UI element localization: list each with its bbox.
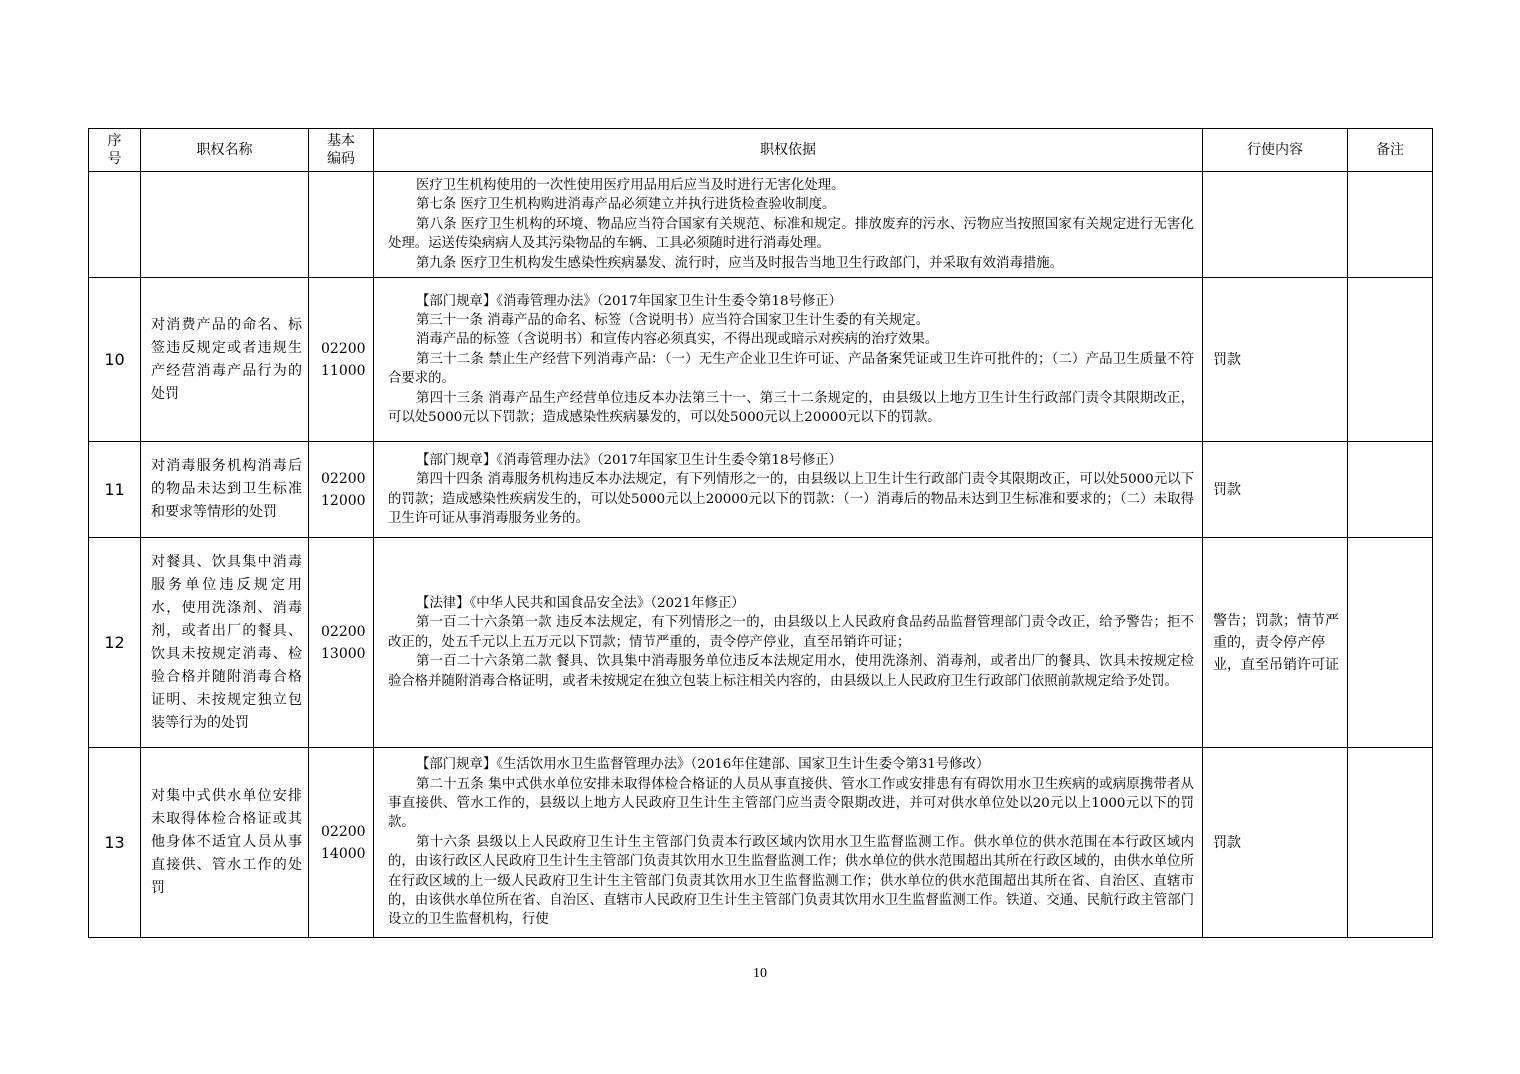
row-remark (1348, 538, 1433, 748)
row-remark (1348, 748, 1433, 938)
basis-paragraph: 【部门规章】《消毒管理办法》（2017年国家卫生计生委令第18号修正） (416, 452, 843, 468)
row-name: 对餐具、饮具集中消毒服务单位违反规定用水，使用洗涤剂、消毒剂，或者出厂的餐具、饮具未按规定消毒、检验合格并随附消毒合格证明、未按规定独立包装等行为的处罚 (141, 538, 309, 748)
header-row (89, 129, 1433, 172)
basis-paragraph: 第八条 医疗卫生机构的环境、物品应当符合国家有关规范、标准和规定。排放废弃的污水、污物应当按照国家有关规定进行无害化处理。运送传染病病人及其污染物品的车辆、工具必须随时进行消毒处理。 (388, 216, 1194, 252)
header-remark: 备注 (1348, 129, 1433, 172)
row-content (1203, 172, 1348, 278)
basis-paragraph: 第四十四条 消毒服务机构违反本办法规定，有下列情形之一的，由县级以上卫生计生行政部门责令其限期改正，可以处5000元以下的罚款；造成感染性疾病发生的，可以处5000元以上20000元以下的罚款：（一）消毒后的物品未达到卫生标准和要求的；（二）未取得卫生许可证从事消毒服务业务的。 (388, 472, 1194, 526)
row-content: 罚款 (1203, 442, 1348, 538)
row-basis (374, 172, 1203, 278)
basis-paragraph: 第一百二十六条第一款 违反本法规定，有下列情形之一的，由县级以上人民政府食品药品监督管理部门责令改正，给予警告；拒不改正的，处五千元以上五万元以下罚款；情节严重的，责令停产停业，直至吊销许可证； (388, 615, 1194, 650)
header-code: 基本编码 (309, 129, 374, 172)
row-seq (89, 172, 141, 278)
row-name: 对集中式供水单位安排未取得体检合格证或其他身体不适宜人员从事直接供、管水工作的处罚 (141, 748, 309, 938)
basis-paragraph: 第三十一条 消毒产品的命名、标签（含说明书）应当符合国家卫生计生委的有关规定。 (416, 312, 930, 328)
row-remark (1348, 278, 1433, 442)
row-seq: 10 (89, 278, 141, 442)
basis-paragraph: 第九条 医疗卫生机构发生感染性疾病暴发、流行时，应当及时报告当地卫生行政部门，并采取有效消毒措施。 (416, 255, 1064, 271)
row-seq: 12 (89, 538, 141, 748)
row-code: 02200 12000 (309, 442, 374, 538)
row-seq: 11 (89, 442, 141, 538)
row-remark (1348, 442, 1433, 538)
row-content: 警告；罚款；情节严重的，责令停产停业，直至吊销许可证 (1203, 538, 1348, 748)
basis-paragraph: 消毒产品的标签（含说明书）和宣传内容必须真实，不得出现或暗示对疾病的治疗效果。 (416, 332, 939, 348)
row-basis (374, 278, 1203, 442)
row-code (309, 172, 374, 278)
row-code: 02200 14000 (309, 748, 374, 938)
authority-table (88, 128, 1433, 938)
basis-paragraph: 【法律】《中华人民共和国食品安全法》（2021年修正） (416, 595, 745, 611)
basis-paragraph: 第一百二十六条第二款 餐具、饮具集中消毒服务单位违反本法规定用水，使用洗涤剂、消毒剂，或者出厂的餐具、饮具未按规定检验合格并随附消毒合格证明，或者未按规定在独立包装上标注相关内容的，由县级以上人民政府卫生行政部门依照前款规定给予处罚。 (388, 654, 1194, 689)
basis-paragraph: 第七条 医疗卫生机构购进消毒产品必须建立并执行进货检查验收制度。 (416, 197, 836, 213)
basis-paragraph: 第十六条 县级以上人民政府卫生计生主管部门负责本行政区域内饮用水卫生监督监测工作。供水单位的供水范围在本行政区域内的，由该行政区人民政府卫生计生主管部门负责其饮用水卫生监督监测工作；供水单位的供水范围超出其所在行政区域的，由供水单位所在行政区域的上一级人民政府卫生计生主管部门负责其饮用水卫生监督监测工作；供水单位的供水范围超出其所在省、自治区、直辖市的，由该供水单位所在省、自治区、直辖市人民政府卫生计生主管部门负责其饮用水卫生监督监测工作。铁道、交通、民航行政主管部门设立的卫生监督机构，行使 (388, 834, 1194, 928)
basis-paragraph: 第二十五条 集中式供水单位安排未取得体检合格证的人员从事直接供、管水工作或安排患有有碍饮用水卫生疾病的或病原携带者从事直接供、管水工作的，县级以上地方人民政府卫生计生主管部门应当责令限期改进，并可对供水单位处以20元以上1000元以下的罚款。 (388, 776, 1194, 831)
row-name: 对消毒服务机构消毒后的物品未达到卫生标准和要求等情形的处罚 (141, 442, 309, 538)
row-basis (374, 442, 1203, 538)
basis-paragraph: 医疗卫生机构使用的一次性使用医疗用品用后应当及时进行无害化处理。 (416, 177, 845, 193)
row-basis (374, 538, 1203, 748)
basis-paragraph: 第四十三条 消毒产品生产经营单位违反本办法第三十一、第三十二条规定的，由县级以上地方卫生计生行政部门责令其限期改正，可以处5000元以下罚款；造成感染性疾病暴发的，可以处5000元以上20000元以下的罚款。 (388, 390, 1194, 426)
row-code: 02200 11000 (309, 278, 374, 442)
row-content: 罚款 (1203, 278, 1348, 442)
header-basis: 职权依据 (374, 129, 1203, 172)
basis-paragraph: 【部门规章】《消毒管理办法》（2017年国家卫生计生委令第18号修正） (416, 293, 843, 309)
row-code: 02200 13000 (309, 538, 374, 748)
table-row (89, 172, 1433, 278)
page-number: 10 (753, 966, 767, 981)
row-name: 对消费产品的命名、标签违反规定或者违规生产经营消毒产品行为的处罚 (141, 278, 309, 442)
table-row (89, 442, 1433, 538)
table-row (89, 538, 1433, 748)
row-basis (374, 748, 1203, 938)
basis-paragraph: 第三十二条 禁止生产经营下列消毒产品：（一）无生产企业卫生许可证、产品备案凭证或卫生许可批件的；（二）产品卫生质量不符合要求的。 (388, 351, 1194, 387)
row-seq: 13 (89, 748, 141, 938)
table-row (89, 748, 1433, 938)
row-name (141, 172, 309, 278)
table-row (89, 278, 1433, 442)
header-name: 职权名称 (141, 129, 309, 172)
basis-paragraph: 【部门规章】《生活饮用水卫生监督管理办法》（2016年住建部、国家卫生计生委令第31号修改） (416, 757, 990, 773)
row-remark (1348, 172, 1433, 278)
header-seq: 序号 (89, 129, 141, 172)
row-content: 罚款 (1203, 748, 1348, 938)
header-content: 行使内容 (1203, 129, 1348, 172)
